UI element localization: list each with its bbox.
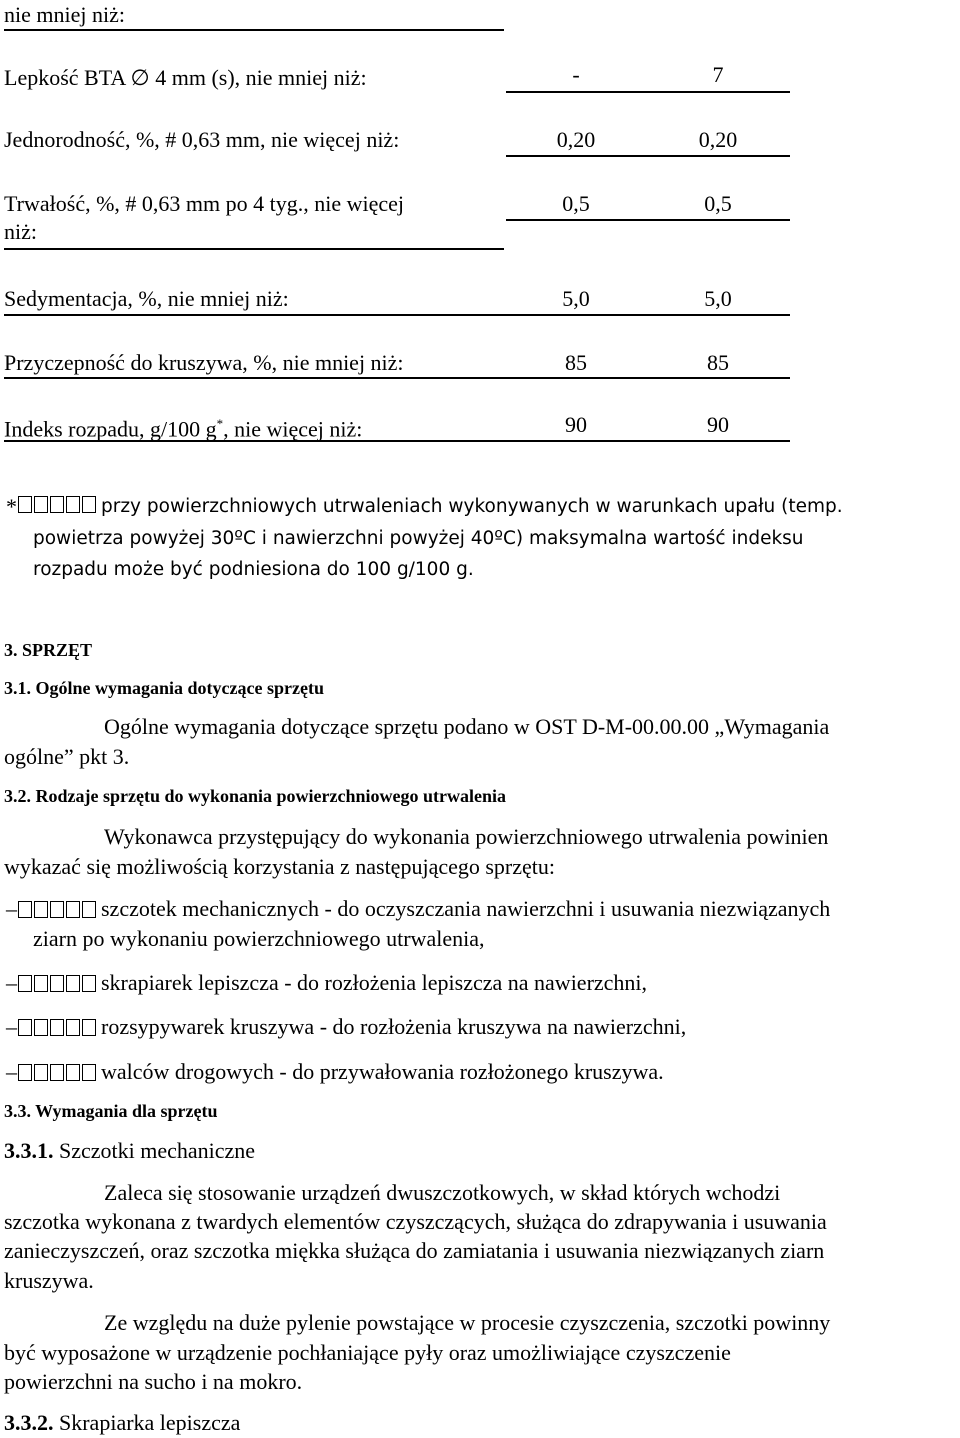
table-row-label: Lepkość BTA ∅ 4 mm (s), nie mniej niż:	[4, 65, 367, 90]
list-item-text: rozsypywarek kruszywa - do rozłożenia kruszywa na nawierzchni,	[101, 1014, 687, 1039]
missing-glyph-boxes	[18, 1019, 98, 1039]
missing-glyph-boxes	[18, 901, 98, 921]
table-row-label: Jednorodność, %, # 0,63 mm, nie więcej niż:	[4, 127, 400, 152]
subsection-heading: 3.2. Rodzaje sprzętu do wykonania powierzchniowego utrwalenia	[4, 786, 506, 806]
subsubsection-heading: 3.3.2. Skrapiarka lepiszcza	[4, 1410, 241, 1435]
row-divider	[506, 91, 790, 93]
table-cell-value-1: 0,5	[562, 191, 590, 216]
list-item-text: skrapiarek lepiszcza - do rozłożenia lepiszcza na nawierzchni,	[101, 970, 648, 995]
subsubsection-heading: 3.3.1. Szczotki mechaniczne	[4, 1138, 256, 1163]
table-cell-value-2: 85	[707, 350, 729, 375]
paragraph-line: być wyposażone w urządzenie pochłaniające pyły oraz umożliwiające czyszczenie	[4, 1340, 731, 1365]
table-row-label: nie mniej niż:	[4, 2, 125, 27]
paragraph-line: zanieczyszczeń, oraz szczotka miękka służąca do zamiatania i usuwania niezwiązanych ziarn	[4, 1238, 825, 1263]
table-cell-value-1: 5,0	[562, 286, 590, 311]
paragraph-line: wykazać się możliwością korzystania z następującego sprzętu:	[4, 854, 555, 879]
dash-bullet: –	[6, 970, 17, 995]
paragraph-line: Ze względu na duże pylenie powstające w procesie czyszczenia, szczotki powinny	[104, 1310, 831, 1335]
section-heading: 3. SPRZĘT	[4, 640, 93, 660]
paragraph-line: powierzchni na sucho i na mokro.	[4, 1369, 303, 1394]
dash-bullet: –	[6, 1014, 17, 1039]
table-row-label: niż:	[4, 219, 37, 244]
table-cell-value-2: 5,0	[704, 286, 732, 311]
table-row-label: Przyczepność do kruszywa, %, nie mniej niż:	[4, 350, 404, 375]
footnote-line: rozpadu może być podniesiona do 100 g/100 g.	[33, 559, 474, 580]
table-cell-value-1: 85	[565, 350, 587, 375]
footnote-line: przy powierzchniowych utrwaleniach wykonywanych w warunkach upału (temp.	[101, 496, 843, 517]
missing-glyph-boxes	[18, 496, 98, 516]
dash-bullet: –	[6, 1059, 17, 1084]
dash-bullet: –	[6, 896, 17, 921]
table-row-label: Trwałość, %, # 0,63 mm po 4 tyg., nie więcej	[4, 191, 405, 216]
table-cell-value-1: 90	[565, 412, 587, 437]
table-cell-value-2: 7	[712, 62, 724, 87]
row-divider	[4, 440, 790, 442]
subsection-heading: 3.3. Wymagania dla sprzętu	[4, 1101, 218, 1121]
paragraph-line: ogólne” pkt 3.	[4, 744, 130, 769]
table-row-label: Sedymentacja, %, nie mniej niż:	[4, 286, 289, 311]
table-row-label: Indeks rozpadu, g/100 g*, nie więcej niż:	[4, 416, 363, 442]
paragraph-line: Wykonawca przystępujący do wykonania powierzchniowego utrwalenia powinien	[104, 824, 829, 849]
paragraph-line: szczotka wykonana z twardych elementów czyszczących, służąca do zdrapywania i usuwania	[4, 1209, 827, 1234]
subsection-heading: 3.1. Ogólne wymagania dotyczące sprzętu	[4, 678, 324, 698]
missing-glyph-boxes	[18, 1064, 98, 1084]
paragraph-line: kruszywa.	[4, 1268, 94, 1293]
paragraph-line: Ogólne wymagania dotyczące sprzętu podano w OST D-M-00.00.00 „Wymagania	[104, 714, 830, 739]
list-item-text: walców drogowych - do przywałowania rozłożonego kruszywa.	[101, 1059, 664, 1084]
row-divider	[4, 29, 504, 31]
footnote-line: powietrza powyżej 30ºC i nawierzchni powyżej 40ºC) maksymalna wartość indeksu	[33, 528, 804, 549]
row-divider	[4, 314, 790, 316]
table-cell-value-1: -	[572, 62, 580, 87]
footnote-marker: *	[6, 494, 17, 519]
row-divider	[4, 248, 504, 250]
list-item-text: szczotek mechanicznych - do oczyszczania nawierzchni i usuwania niezwiązanych	[101, 896, 831, 921]
table-cell-value-1: 0,20	[556, 127, 596, 152]
paragraph-line: Zaleca się stosowanie urządzeń dwuszczotkowych, w skład których wchodzi	[104, 1180, 781, 1205]
row-divider	[506, 155, 790, 157]
table-cell-value-2: 90	[707, 412, 729, 437]
table-cell-value-2: 0,20	[698, 127, 738, 152]
list-item-text: ziarn po wykonaniu powierzchniowego utrwalenia,	[33, 926, 485, 951]
missing-glyph-boxes	[18, 975, 98, 995]
row-divider	[4, 377, 790, 379]
table-cell-value-2: 0,5	[704, 191, 732, 216]
row-divider	[506, 219, 790, 221]
